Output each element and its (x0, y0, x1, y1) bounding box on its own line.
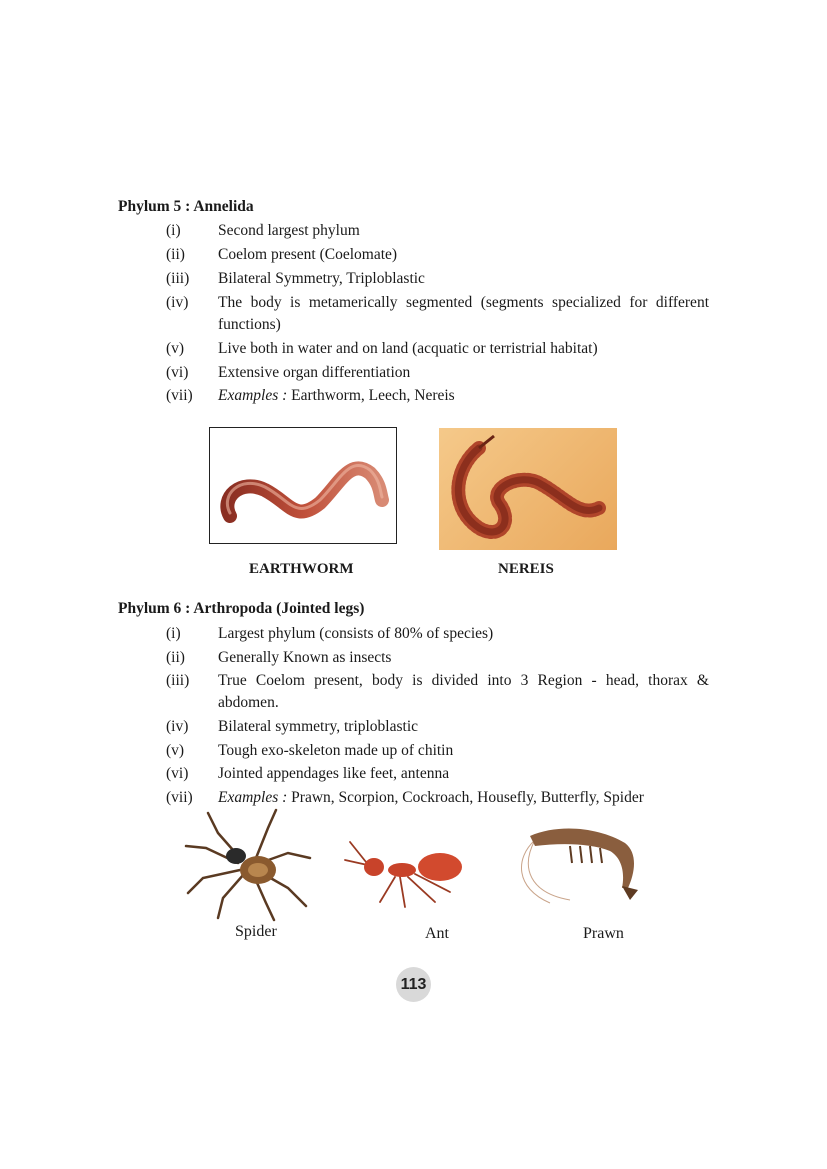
item-number: (vii) (166, 789, 193, 806)
ant-caption: Ant (425, 925, 449, 942)
page-number: 113 (396, 967, 431, 1002)
item-number: (vi) (166, 364, 189, 381)
item-number: (ii) (166, 649, 185, 666)
item-number: (ii) (166, 246, 185, 263)
nereis-caption: NEREIS (498, 561, 554, 577)
item-text: True Coelom present, body is divided into 3 Region - head, thorax & abdomen. (218, 672, 709, 711)
item-number: (i) (166, 222, 181, 239)
item-text: Generally Known as insects (218, 649, 392, 666)
item-text (218, 385, 709, 407)
item-text: Second largest phylum (218, 222, 360, 239)
prawn-image (510, 818, 645, 913)
spider-caption: Spider (235, 923, 277, 940)
item-text: Bilateral Symmetry, Triploblastic (218, 270, 425, 287)
spider-image (178, 808, 318, 923)
item-text: The body is metamerically segmented (segments specialized for different functions) (218, 294, 709, 333)
phylum5-heading: Phylum 5 : Annelida (118, 198, 254, 215)
item-number: (iii) (166, 270, 190, 287)
item-number: (vii) (166, 387, 193, 404)
phylum6-heading: Phylum 6 : Arthropoda (Jointed legs) (118, 600, 365, 617)
item-number: (iii) (166, 672, 190, 689)
item-number: (v) (166, 742, 185, 759)
item-text: Live both in water and on land (acquatic or terristrial habitat) (218, 340, 598, 357)
item-number: (iv) (166, 718, 189, 735)
item-number: (v) (166, 340, 185, 357)
item-text: Bilateral symmetry, triploblastic (218, 718, 419, 735)
examples-label: Examples : (218, 387, 288, 404)
item-text: Jointed appendages like feet, antenna (218, 765, 450, 782)
prawn-caption: Prawn (583, 925, 624, 942)
ant-image (340, 822, 490, 912)
item-text: Tough exo-skeleton made up of chitin (218, 742, 454, 759)
examples-text: Earthworm, Leech, Nereis (287, 387, 455, 404)
item-number: (i) (166, 625, 181, 642)
earthworm-image (209, 427, 397, 544)
earthworm-caption: EARTHWORM (249, 561, 354, 577)
item-text: Largest phylum (consists of 80% of species) (218, 625, 494, 642)
item-text (218, 787, 709, 809)
item-number: (iv) (166, 294, 189, 311)
examples-text: Prawn, Scorpion, Cockroach, Housefly, Butterfly, Spider (287, 789, 644, 806)
examples-label: Examples : (218, 789, 288, 806)
nereis-image (439, 428, 617, 550)
item-text: Extensive organ differentiation (218, 364, 411, 381)
item-number: (vi) (166, 765, 189, 782)
item-text: Coelom present (Coelomate) (218, 246, 398, 263)
